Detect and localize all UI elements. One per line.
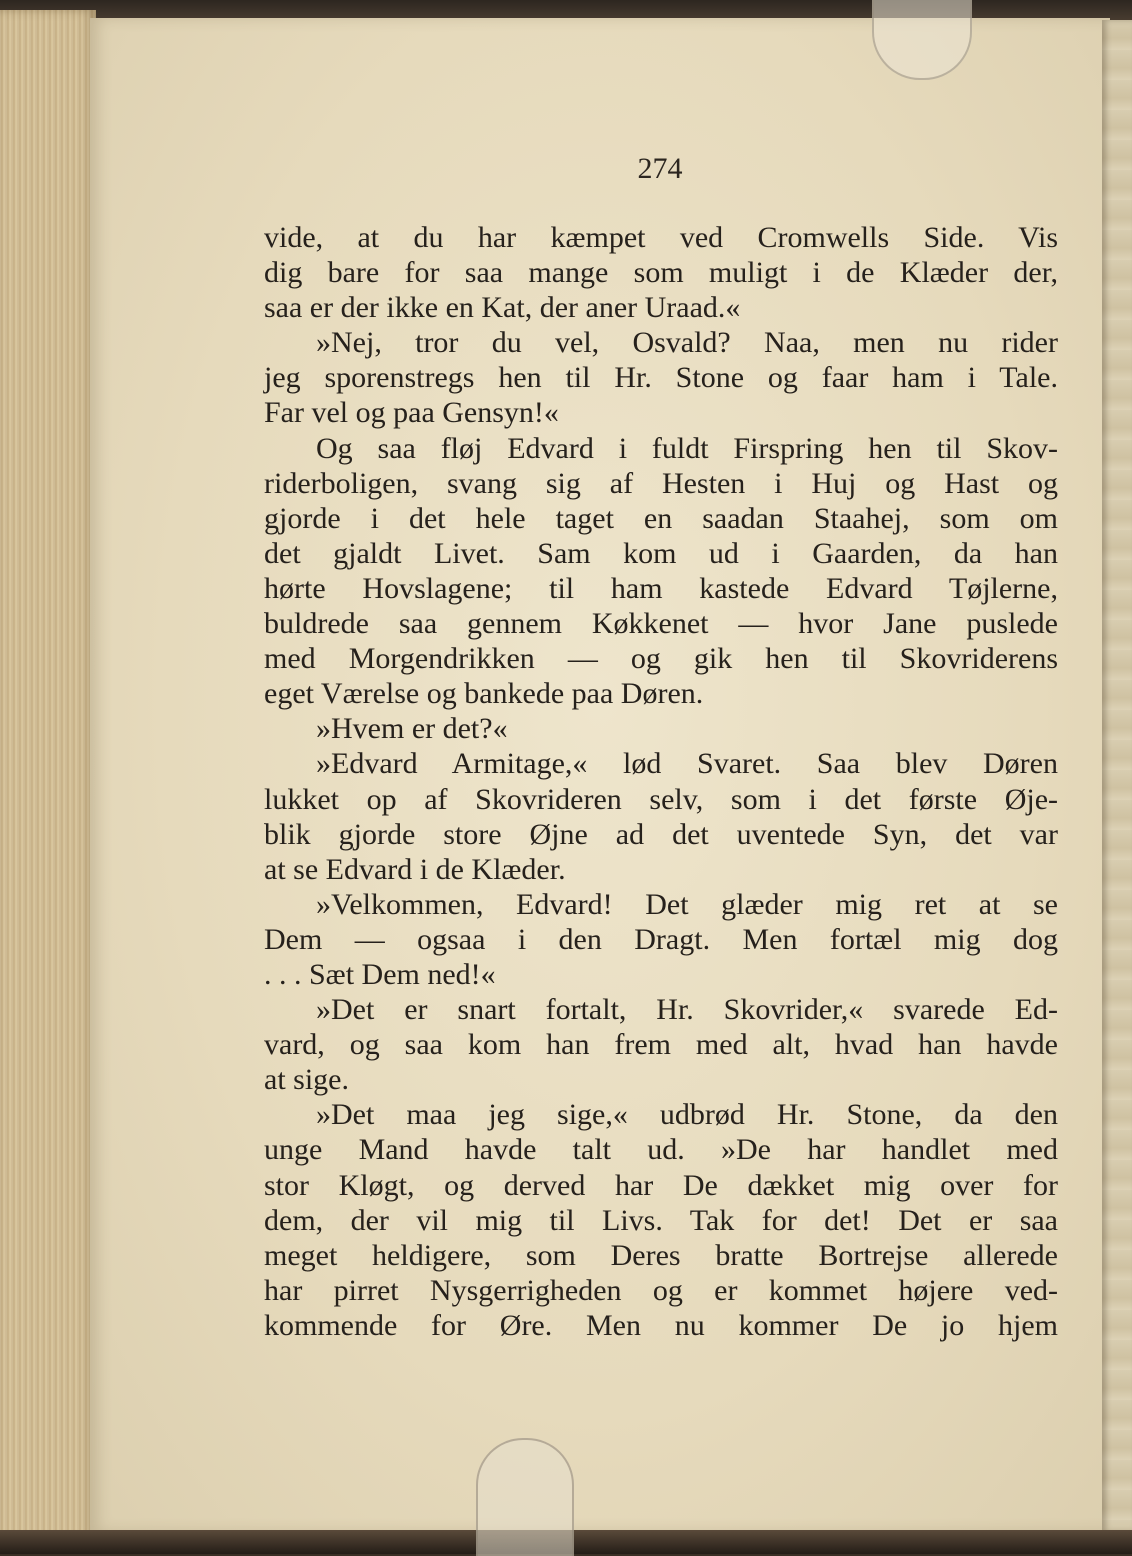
- text-line: saa er der ikke en Kat, der aner Uraad.«: [264, 291, 741, 325]
- text-line: har pirret Nysgerrigheden og er kommet højere ved-: [264, 1273, 1058, 1307]
- text-line: vide, at du har kæmpet ved Cromwells Side. Vis: [264, 221, 1058, 254]
- text-line: dem, der vil mig til Livs. Tak for det! Det er saa: [264, 1203, 1058, 1237]
- text-line: jeg sporenstregs hen til Hr. Stone og faar ham i Tale.: [264, 361, 1058, 395]
- page-clip-bottom: [476, 1438, 574, 1556]
- text-line: hørte Hovslagene; til ham kastede Edvard Tøjlerne,: [264, 571, 1058, 605]
- page-stack-left-edge: [0, 10, 96, 1540]
- page-number: 274: [637, 152, 683, 185]
- text-line: blik gjorde store Øjne ad det uventede Syn, det var: [264, 817, 1058, 851]
- text-line: vard, og saa kom han frem med alt, hvad han havde: [264, 1028, 1058, 1062]
- text-line: Og saa fløj Edvard i fuldt Firspring hen til Skov-: [316, 431, 1058, 465]
- text-line: meget heldigere, som Deres bratte Bortrejse allerede: [264, 1238, 1058, 1272]
- text-line: eget Værelse og bankede paa Døren.: [264, 677, 704, 711]
- text-line: dig bare for saa mange som muligt i de Klæder der,: [264, 256, 1058, 290]
- text-line: Dem — ogsaa i den Dragt. Men fortæl mig dog: [264, 922, 1058, 956]
- text-line: unge Mand havde talt ud. »De har handlet med: [264, 1133, 1058, 1167]
- text-line: stor Kløgt, og derved har De dækket mig over for: [264, 1168, 1058, 1202]
- text-line: »Det maa jeg sige,« udbrød Hr. Stone, da den: [316, 1098, 1058, 1132]
- text-line: med Morgendrikken — og gik hen til Skovriderens: [264, 642, 1058, 676]
- text-line: buldrede saa gennem Køkkenet — hvor Jane puslede: [264, 607, 1058, 641]
- text-line: at se Edvard i de Klæder.: [264, 852, 566, 886]
- text-line: gjorde i det hele taget en saadan Staahej, som om: [264, 501, 1058, 535]
- text-line: lukket op af Skovrideren selv, som i det første Øje-: [264, 782, 1058, 816]
- text-line: »Edvard Armitage,« lød Svaret. Saa blev Døren: [316, 747, 1058, 781]
- text-line: . . . Sæt Dem ned!«: [264, 957, 496, 991]
- text-line: riderboligen, svang sig af Hesten i Huj og Hast og: [264, 466, 1058, 500]
- text-line: »Det er snart fortalt, Hr. Skovrider,« svarede Ed-: [316, 993, 1058, 1027]
- text-line: Far vel og paa Gensyn!«: [264, 396, 559, 430]
- text-line: »Nej, tror du vel, Osvald? Naa, men nu rider: [316, 326, 1058, 360]
- text-line: at sige.: [264, 1063, 349, 1097]
- facing-page-edge: [1102, 20, 1132, 1532]
- text-line: »Velkommen, Edvard! Det glæder mig ret at se: [316, 887, 1058, 921]
- body-text: [264, 220, 1058, 1343]
- text-line: det gjaldt Livet. Sam kom ud i Gaarden, da han: [264, 536, 1058, 570]
- text-line: »Hvem er det?«: [316, 712, 508, 746]
- text-line: kommende for Øre. Men nu kommer De jo hjem: [264, 1308, 1058, 1342]
